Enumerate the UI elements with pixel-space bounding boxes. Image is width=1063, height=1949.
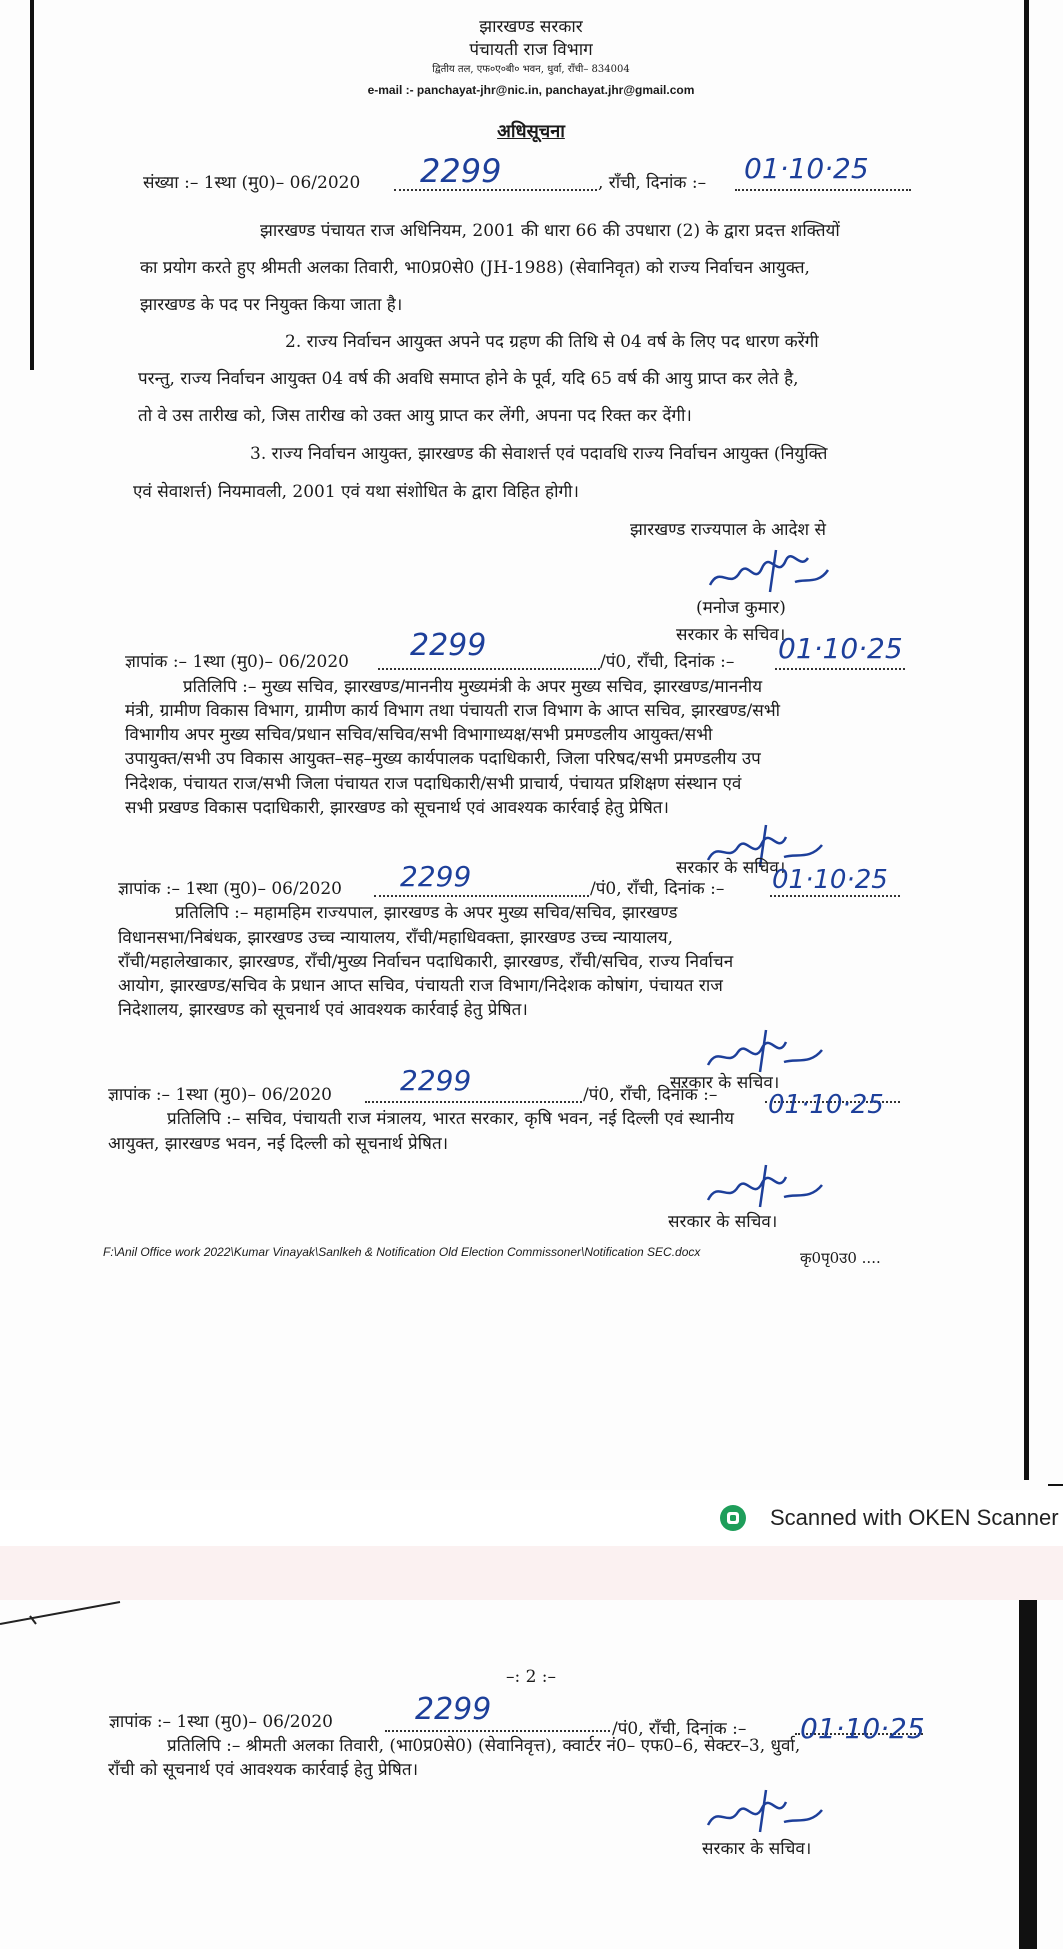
memo1-line2: मंत्री, ग्रामीण विकास विभाग, ग्रामीण कार्य विभाग तथा पंचायती राज विभाग के आप्त सचिव, झारखण्ड/सभी: [125, 701, 781, 721]
date-dotted-line: [735, 189, 911, 191]
memo3-handwritten-number: 2299: [400, 1064, 472, 1097]
para1-line1: झारखण्ड पंचायत राज अधिनियम, 2001 की धारा 66 की उपधारा (2) के द्वारा प्रदत्त शक्तियों: [260, 221, 840, 241]
para2-line1: 2. राज्य निर्वाचन आयुक्त अपने पद ग्रहण की तिथि से 04 वर्ष के लिए पद धारण करेंगी: [285, 332, 819, 352]
memo3-place-date-label: /पं0, राँची, दिनांक :–: [583, 1085, 718, 1105]
scan-edge-top-line: [0, 1598, 140, 1628]
memo1-date-dotted-line: [775, 668, 905, 670]
signature-4: [700, 1155, 830, 1215]
memo2-place-date-label: /पं0, राँची, दिनांक :–: [590, 879, 725, 899]
signature-5: [700, 1780, 840, 1840]
header-dept: पंचायती राज विभाग: [469, 40, 593, 60]
signature-3: [700, 1020, 830, 1080]
handwritten-ref-number: 2299: [420, 152, 502, 190]
para3-line2: एवं सेवाशर्त्त) नियमावली, 2001 एवं यथा संशोधित के द्वारा विहित होगी।: [133, 482, 579, 502]
memo2-date-dotted-line: [770, 895, 900, 897]
memo1-line3: विभागीय अपर मुख्य सचिव/प्रधान सचिव/सचिव/सभी विभागाध्यक्ष/सभी प्रमण्डलीय आयुक्त/सभी: [125, 725, 713, 745]
notification-title: अधिसूचना: [497, 121, 565, 142]
scan-edge-right-2: [1019, 1600, 1037, 1949]
scan-edge-left: [30, 0, 34, 370]
scanner-watermark: Scanned with OKEN Scanner: [770, 1505, 1059, 1530]
governor-order: झारखण्ड राज्यपाल के आदेश से: [630, 520, 826, 540]
signatory-title-4: सरकार के सचिव।: [668, 1212, 778, 1232]
memo2-dotted-line: [374, 895, 589, 897]
memo1-line1: प्रतिलिपि :– मुख्य सचिव, झारखण्ड/माननीय मुख्यमंत्री के अपर मुख्य सचिव, झारखण्ड/माननीय: [183, 677, 763, 697]
header-govt: झारखण्ड सरकार: [479, 17, 583, 37]
page2-handwritten-date: 01·10·25: [800, 1712, 925, 1745]
para2-line2: परन्तु, राज्य निर्वाचन आयुक्त 04 वर्ष की अवधि समाप्त होने के पूर्व, यदि 65 वर्ष की आयु प्राप्त कर लेते है,: [138, 369, 799, 389]
header-email: e-mail :- panchayat-jhr@nic.in, panchayat.jhr@gmail.com: [367, 83, 695, 97]
memo2-line5: निदेशालय, झारखण्ड को सूचनार्थ एवं आवश्यक कार्रवाई हेतु प्रेषित।: [118, 1000, 528, 1020]
signatory-title-5: सरकार के सचिव।: [702, 1839, 812, 1859]
memo1-line6: सभी प्रखण्ड विकास पदाधिकारी, झारखण्ड को सूचनार्थ एवं आवश्यक कार्रवाई हेतु प्रेषित।: [125, 798, 669, 818]
page-number: –: 2 :–: [505, 1667, 557, 1687]
page2-place-date-label: /पं0, राँची, दिनांक :–: [612, 1719, 747, 1739]
page2-label: ज्ञापांक :– 1स्था (मु0)– 06/2020: [109, 1712, 333, 1732]
page2-handwritten-number: 2299: [415, 1692, 492, 1727]
para1-line2: का प्रयोग करते हुए श्रीमती अलका तिवारी, भा0प्र0से0 (JH-1988) (सेवानिवृत) को राज्य निर्वाचन आयुक्त,: [140, 258, 810, 278]
memo3-handwritten-date: 01·10·25: [768, 1090, 884, 1120]
oken-scanner-icon: [718, 1503, 748, 1533]
signatory-title-2: सरकार के सचिव।: [676, 858, 786, 878]
memo2-label: ज्ञापांक :– 1स्था (मु0)– 06/2020: [118, 879, 342, 899]
memo1-place-date-label: /पं0, राँची, दिनांक :–: [600, 652, 735, 672]
memo2-line4: आयोग, झारखण्ड/सचिव के प्रधान आप्त सचिव, पंचायती राज विभाग/निदेशक कोषांग, पंचायत राज: [118, 976, 723, 996]
signatory-title-3: सरकार के सचिव।: [670, 1073, 780, 1093]
memo1-handwritten-number: 2299: [410, 628, 487, 663]
signatory-name: (मनोज कुमार): [696, 598, 786, 618]
memo1-label: ज्ञापांक :– 1स्था (मु0)– 06/2020: [125, 652, 349, 672]
handwritten-date: 01·10·25: [744, 152, 869, 185]
scan-edge-right: [1024, 0, 1029, 1480]
page2-dotted-line: [385, 1730, 610, 1732]
memo2-handwritten-number: 2299: [400, 860, 472, 893]
signatory-title-1: सरकार के सचिव।: [676, 625, 786, 645]
notification-ref-label: संख्या :– 1स्था (मु0)– 06/2020: [143, 173, 361, 193]
memo3-label: ज्ञापांक :– 1स्था (मु0)– 06/2020: [108, 1085, 332, 1105]
memo3-line2: आयुक्त, झारखण्ड भवन, नई दिल्ली को सूचनार्थ प्रेषित।: [108, 1134, 449, 1154]
memo2-handwritten-date: 01·10·25: [772, 865, 888, 895]
page2-line2: राँची को सूचनार्थ एवं आवश्यक कार्रवाई हेतु प्रेषित।: [108, 1760, 419, 1780]
para1-line3: झारखण्ड के पद पर नियुक्त किया जाता है।: [140, 295, 403, 315]
memo3-line1: प्रतिलिपि :– सचिव, पंचायती राज मंत्रालय, भारत सरकार, कृषि भवन, नई दिल्ली एवं स्थानीय: [167, 1109, 734, 1129]
memo1-dotted-line: [378, 668, 600, 670]
memo2-line3: राँची/महालेखाकार, झारखण्ड, राँची/मुख्य निर्वाचन पदाधिकारी, झारखण्ड, राँची/सचिव, राज्य निर्वाचन: [118, 952, 734, 972]
para2-line3: तो वे उस तारीख को, जिस तारीख को उक्त आयु प्राप्त कर लेंगी, अपना पद रिक्त कर देंगी।: [138, 406, 692, 426]
notification-place-date-label: , राँची, दिनांक :–: [598, 173, 707, 193]
para3-line1: 3. राज्य निर्वाचन आयुक्त, झारखण्ड की सेवाशर्त्त एवं पदावधि राज्य निर्वाचन आयुक्त (नियुक्ति: [250, 444, 828, 464]
memo3-dotted-line: [365, 1101, 582, 1103]
memo1-handwritten-date: 01·10·25: [778, 632, 903, 665]
memo1-line4: उपायुक्त/सभी उप विकास आयुक्त–सह–मुख्य कार्यपालक पदाधिकारी, जिला परिषद/सभी प्रमण्डलीय उप: [125, 749, 761, 769]
file-path: F:\Anil Office work 2022\Kumar Vinayak\Sanlkeh & Notification Old Election Commissoner\Notification SEC.docx: [103, 1245, 701, 1259]
page2-line1: प्रतिलिपि :– श्रीमती अलका तिवारी, (भा0प्र0से0) (सेवानिवृत्त), क्वार्टर नं0– एफ0–6, सेक्टर–3, धुर्वा,: [167, 1736, 801, 1756]
pto-note: कृ0पृ0उ0 ....: [800, 1249, 881, 1267]
scan-edge-corner: [1048, 1484, 1063, 1486]
header-address: द्वितीय तल, एफ०ए०बी० भवन, धुर्वा, राँची– 834004: [432, 64, 630, 75]
memo2-line1: प्रतिलिपि :– महामहिम राज्यपाल, झारखण्ड के अपर मुख्य सचिव/सचिव, झारखण्ड: [175, 903, 678, 923]
memo2-line2: विधानसभा/निबंधक, झारखण्ड उच्च न्यायालय, राँची/महाधिवक्ता, झारखण्ड उच्च न्यायालय,: [118, 928, 674, 948]
memo1-line5: निदेशक, पंचायत राज/सभी जिला पंचायत राज पदाधिकारी/सभी प्राचार्य, पंचायत प्रशिक्षण संस्थान एवं: [125, 774, 742, 794]
